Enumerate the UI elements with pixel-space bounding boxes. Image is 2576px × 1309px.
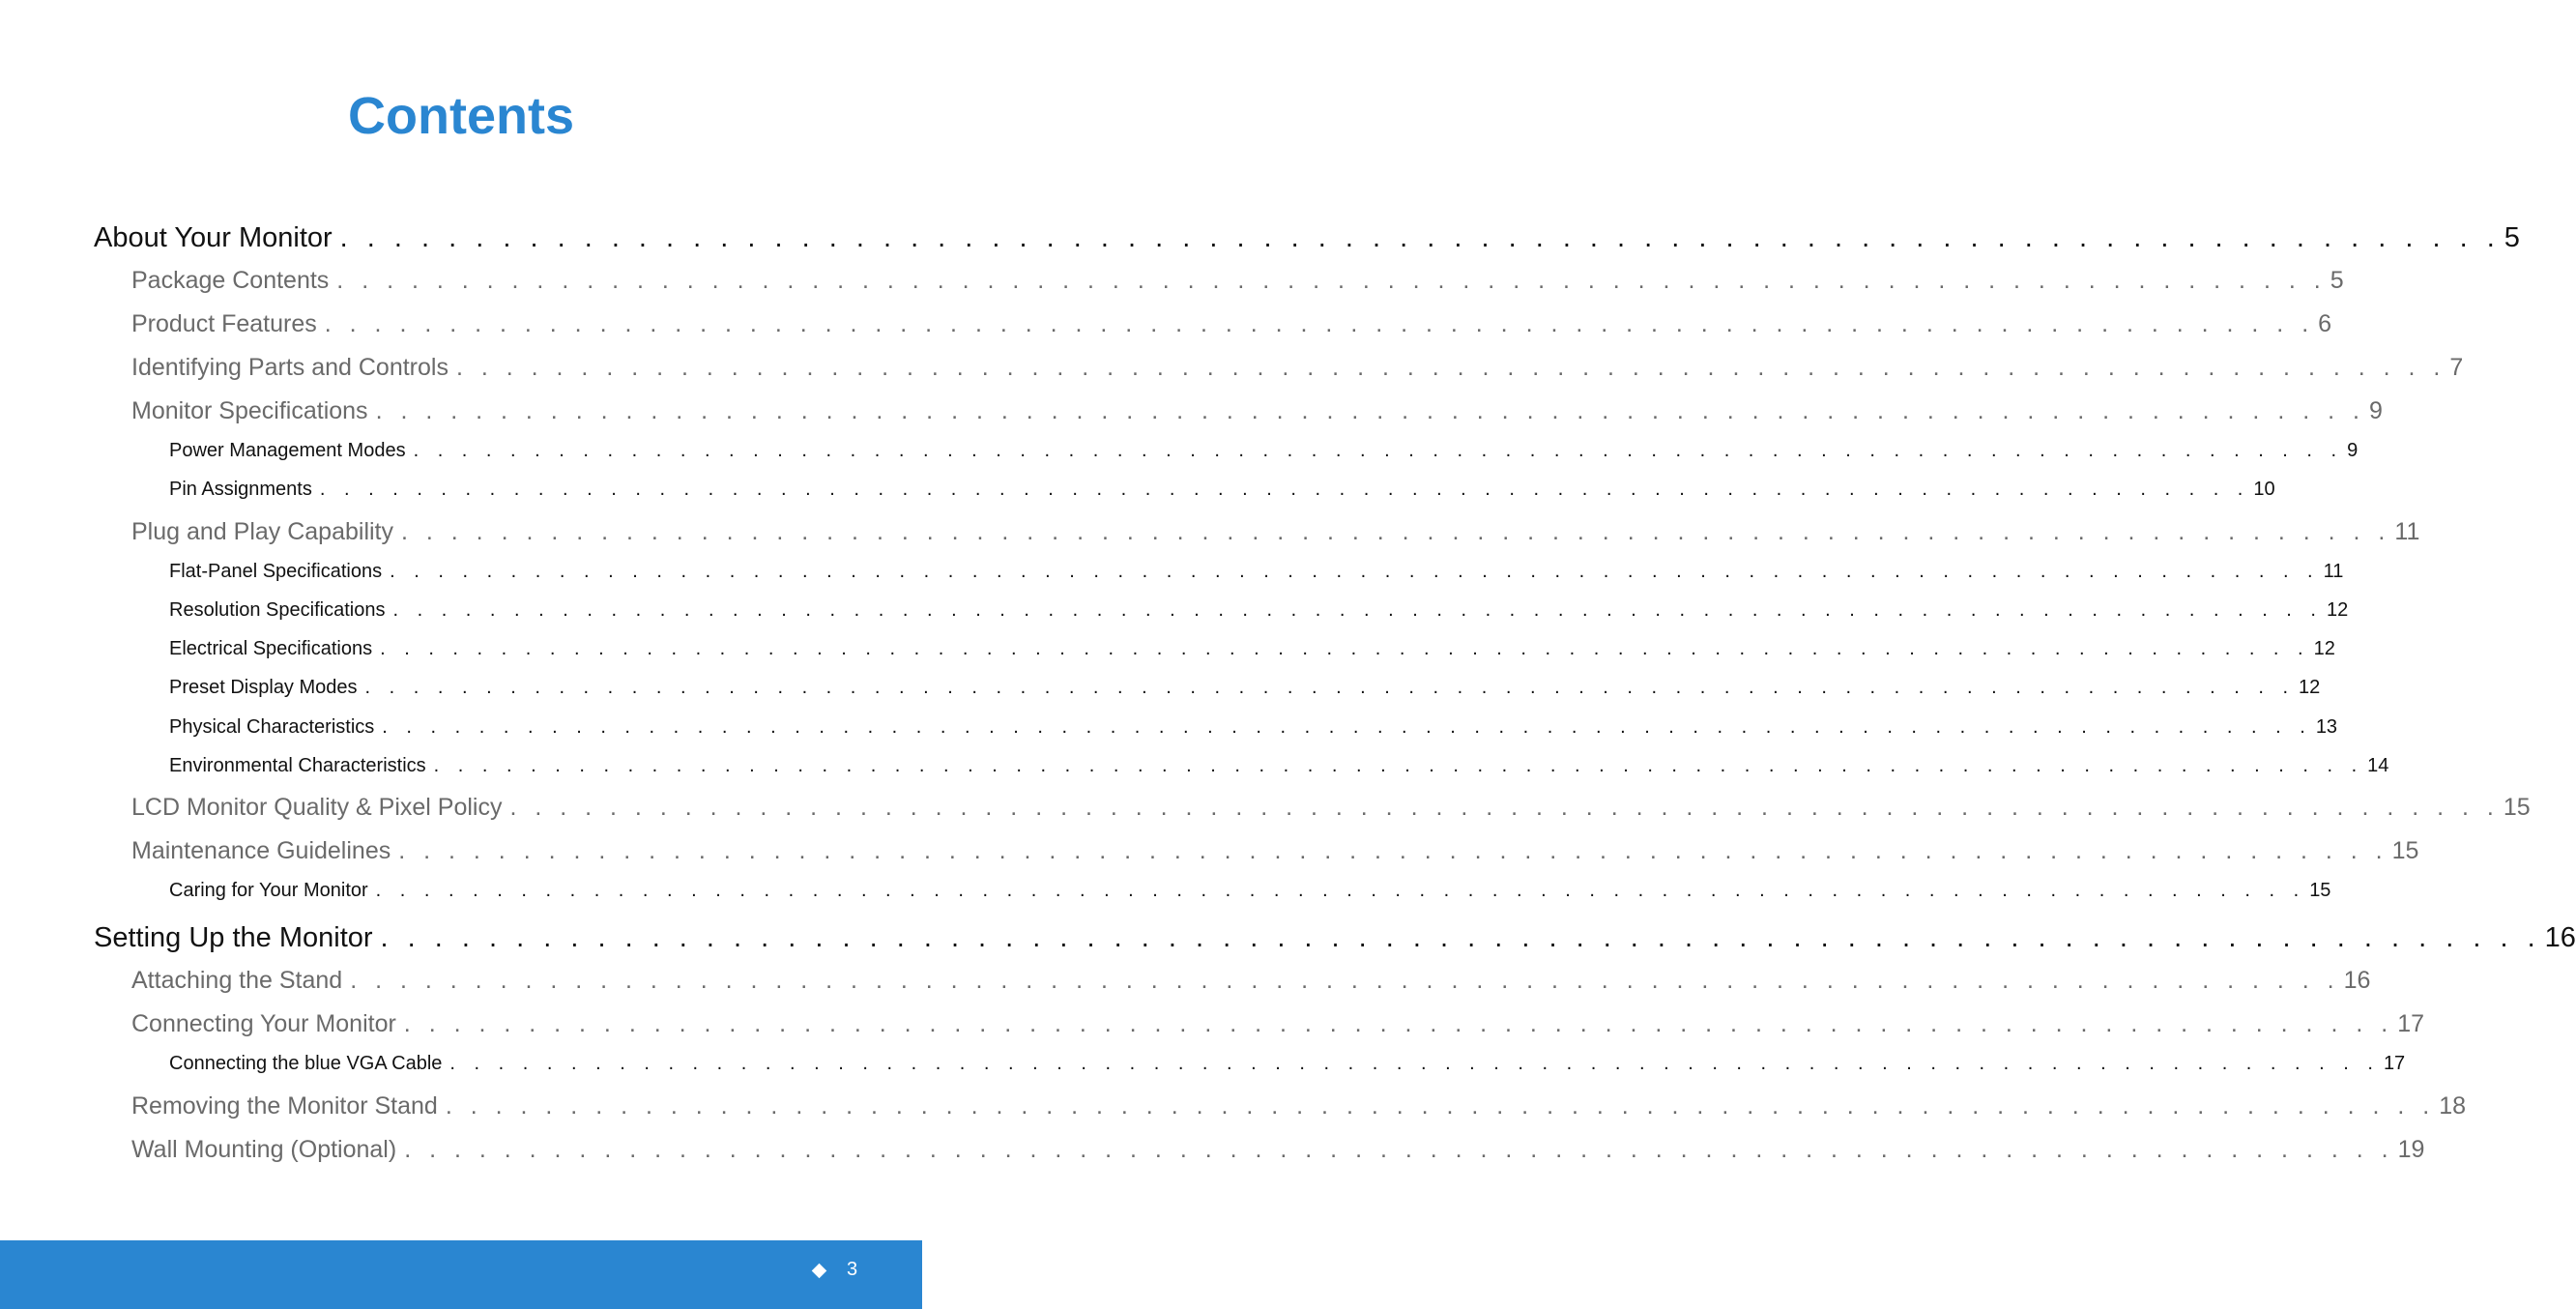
toc-entry[interactable] bbox=[131, 967, 2371, 995]
toc-entry[interactable] bbox=[131, 1136, 2425, 1164]
toc-leader-dots: . . . . . . . . . . . . . . . . . . . . . . . . . . . . . . . . . . . . . . . . . . . . . . . . . . . . . . . . . . . . . . . . . . . . . . . . . . . . . . . . bbox=[403, 1010, 2394, 1037]
toc-entry-page: 13 bbox=[2315, 716, 2338, 738]
toc-leader-dots: . . . . . . . . . . . . . . . . . . . . . . . . . . . . . . . . . . . . . . . . . . . . . . . . . . . . . . . . . . . . . . . . . . . . . . . . . . . . . . . . bbox=[324, 310, 2315, 337]
toc-leader-dots: . . . . . . . . . . . . . . . . . . . . . . . . . . . . . . . . . . . . . . . . . . . . . . . . . . . . . . . . . . . . . . . . . . . . . . . . . . . . . . . . bbox=[364, 677, 2296, 698]
toc-entry-label: Monitor Specifications bbox=[131, 397, 368, 424]
toc-entry-page: 11 bbox=[2394, 518, 2420, 545]
toc-entry-label: Wall Mounting (Optional) bbox=[131, 1136, 397, 1163]
toc-leader-dots: . . . . . . . . . . . . . . . . . . . . . . . . . . . . . . . . . . . . . . . . . . . . . . . . . . . . . . . . . . . . . . . . . . . . . . . . . . . . . . . . bbox=[392, 599, 2323, 621]
toc-entry-page: 17 bbox=[2397, 1010, 2424, 1037]
toc-entry-label: Pin Assignments bbox=[169, 479, 312, 500]
toc-entry-page: 15 bbox=[2309, 880, 2331, 901]
toc-leader-dots: . . . . . . . . . . . . . . . . . . . . . . . . . . . . . . . . . . . . . . . . . . . . . . . . . . . . . . . . . . . . . . . . . . . . . . . . . . . . . . . . bbox=[380, 638, 2310, 659]
toc-entry[interactable] bbox=[131, 1092, 2467, 1120]
toc-entry[interactable] bbox=[169, 880, 2331, 902]
toc-entry-label: Caring for Your Monitor bbox=[169, 880, 368, 901]
toc-entry-page: 16 bbox=[2343, 967, 2371, 994]
toc-entry[interactable] bbox=[169, 677, 2321, 699]
toc-leader-dots: . . . . . . . . . . . . . . . . . . . . . . . . . . . . . . . . . . . . . . . . . . . . . . . . . . . . . . . . . . . . . . . . . . . . . . . . . . . . . . . . bbox=[413, 440, 2344, 461]
toc-entry[interactable] bbox=[169, 755, 2389, 777]
toc-entry[interactable] bbox=[169, 1053, 2406, 1075]
toc-leader-dots: . . . . . . . . . . . . . . . . . . . . . . . . . . . . . . . . . . . . . . . . . . . . . . . . . . . . . . . . . . . . . . . . . . . . . . . . . . . . . . . . bbox=[401, 518, 2391, 545]
toc-entry-label: Flat-Panel Specifications bbox=[169, 561, 383, 582]
page-title: Contents bbox=[348, 87, 574, 145]
toc-entry[interactable] bbox=[131, 397, 2383, 425]
toc-entry-label: Connecting the blue VGA Cable bbox=[169, 1053, 443, 1074]
toc-leader-dots: . . . . . . . . . . . . . . . . . . . . . . . . . . . . . . . . . . . . . . . . . . . . . . . . . . . . . . . . . . . . . . . . . . . . . . . . . . . . . . . . bbox=[350, 967, 2340, 994]
footer-bar bbox=[0, 1240, 922, 1309]
toc-leader-dots: . . . . . . . . . . . . . . . . . . . . . . . . . . . . . . . . . . . . . . . . . . . . . . . . . . . . . . . . . . . . . . . . . . . . . . . . . . . . . . . . bbox=[445, 1092, 2436, 1120]
toc-entry-page: 5 bbox=[2504, 222, 2520, 253]
toc-entry-label: Attaching the Stand bbox=[131, 967, 343, 994]
toc-leader-dots: . . . . . . . . . . . . . . . . . . . . . . . . . . . . . . . . . . . . . . . . . . . . . . . . . . . . . . . . . . . . . . . . . . . . . . . . . . . . . . . . bbox=[319, 479, 2250, 500]
toc-entry-page: 6 bbox=[2318, 310, 2332, 337]
toc-leader-dots: . . . . . . . . . . . . . . . . . . . . . . . . . . . . . . . . . . . . . . . . . . . . . . . . . . . . . . . . . . . . . . . . . . . . . . . . . . . . . . . . bbox=[375, 880, 2306, 901]
toc-entry[interactable] bbox=[169, 561, 2344, 583]
toc-leader-dots: . . . . . . . . . . . . . . . . . . . . . . . . . . . . . . . . . . . . . . . . . . . . . . . . . . . . . . . . . . . . . . . . . . . . . . . . . . . . . . . . bbox=[390, 561, 2320, 582]
toc-entry-label: Preset Display Modes bbox=[169, 677, 358, 698]
toc-leader-dots: . . . . . . . . . . . . . . . . . . . . . . . . . . . . . . . . . . . . . . . . . . . . . . . . . . . . . . . . . . . . . . . . . . . . . . . . . . . . . . . . bbox=[375, 397, 2365, 424]
toc-entry-label: Package Contents bbox=[131, 267, 330, 294]
toc-entry-page: 17 bbox=[2383, 1053, 2406, 1074]
toc-entry-page: 9 bbox=[2368, 397, 2383, 424]
toc-entry[interactable] bbox=[169, 638, 2335, 660]
toc-entry-page: 9 bbox=[2347, 440, 2359, 461]
toc-entry[interactable] bbox=[131, 1010, 2424, 1038]
toc-entry-page: 15 bbox=[2391, 837, 2419, 864]
toc-entry-page: 12 bbox=[2299, 677, 2321, 698]
toc-entry-label: Identifying Parts and Controls bbox=[131, 354, 449, 381]
toc-entry-label: About Your Monitor bbox=[94, 222, 333, 253]
toc-entry[interactable] bbox=[169, 599, 2349, 622]
toc-leader-dots: . . . . . . . . . . . . . . . . . . . . . . . . . . . . . . . . . . . . . . . . . . . . . . . . . . . . . . . . . . . . . . . . . . . . . . . . . . . . . . . . bbox=[380, 922, 2541, 953]
toc-entry-label: LCD Monitor Quality & Pixel Policy bbox=[131, 794, 503, 821]
toc-entry-label: Setting Up the Monitor bbox=[94, 922, 373, 953]
toc-entry-label: Environmental Characteristics bbox=[169, 755, 426, 776]
toc-entry[interactable] bbox=[94, 922, 2576, 954]
toc-entry-page: 19 bbox=[2397, 1136, 2425, 1163]
toc-entry-label: Electrical Specifications bbox=[169, 638, 373, 659]
toc-leader-dots: . . . . . . . . . . . . . . . . . . . . . . . . . . . . . . . . . . . . . . . . . . . . . . . . . . . . . . . . . . . . . . . . . . . . . . . . . . . . . . . . bbox=[433, 755, 2364, 776]
toc-entry-label: Plug and Play Capability bbox=[131, 518, 393, 545]
toc-entry-page: 16 bbox=[2544, 922, 2576, 953]
footer-page-number: 3 bbox=[847, 1259, 858, 1280]
toc-entry-label: Resolution Specifications bbox=[169, 599, 386, 621]
toc-entry-page: 7 bbox=[2449, 354, 2464, 381]
toc-leader-dots: . . . . . . . . . . . . . . . . . . . . . . . . . . . . . . . . . . . . . . . . . . . . . . . . . . . . . . . . . . . . . . . . . . . . . . . . . . . . . . . . bbox=[382, 716, 2312, 738]
toc-entry-label: Product Features bbox=[131, 310, 317, 337]
toc-entry[interactable] bbox=[131, 837, 2419, 865]
toc-entry-label: Removing the Monitor Stand bbox=[131, 1092, 438, 1120]
toc-entry-page: 10 bbox=[2253, 479, 2275, 500]
toc-entry-label: Maintenance Guidelines bbox=[131, 837, 391, 864]
toc-entry-page: 14 bbox=[2367, 755, 2389, 776]
toc-entry-page: 12 bbox=[2326, 599, 2349, 621]
toc-leader-dots: . . . . . . . . . . . . . . . . . . . . . . . . . . . . . . . . . . . . . . . . . . . . . . . . . . . . . . . . . . . . . . . . . . . . . . . . . . . . . . . . bbox=[509, 794, 2500, 821]
toc-entry-page: 18 bbox=[2439, 1092, 2467, 1120]
toc-leader-dots: . . . . . . . . . . . . . . . . . . . . . . . . . . . . . . . . . . . . . . . . . . . . . . . . . . . . . . . . . . . . . . . . . . . . . . . . . . . . . . . . bbox=[404, 1136, 2394, 1163]
toc-entry[interactable] bbox=[169, 716, 2338, 739]
toc-entry[interactable] bbox=[169, 440, 2359, 462]
toc-entry-page: 11 bbox=[2323, 561, 2344, 582]
toc-entry[interactable] bbox=[169, 479, 2275, 501]
toc-entry[interactable] bbox=[131, 518, 2420, 546]
toc-entry[interactable] bbox=[131, 310, 2332, 338]
toc-entry-label: Connecting Your Monitor bbox=[131, 1010, 396, 1037]
toc-entry-label: Physical Characteristics bbox=[169, 716, 375, 738]
toc-leader-dots: . . . . . . . . . . . . . . . . . . . . . . . . . . . . . . . . . . . . . . . . . . . . . . . . . . . . . . . . . . . . . . . . . . . . . . . . . . . . . . . . bbox=[449, 1053, 2380, 1074]
toc-leader-dots: . . . . . . . . . . . . . . . . . . . . . . . . . . . . . . . . . . . . . . . . . . . . . . . . . . . . . . . . . . . . . . . . . . . . . . . . . . . . . . . . bbox=[398, 837, 2388, 864]
toc-entry[interactable] bbox=[94, 222, 2520, 254]
toc-leader-dots: . . . . . . . . . . . . . . . . . . . . . . . . . . . . . . . . . . . . . . . . . . . . . . . . . . . . . . . . . . . . . . . . . . . . . . . . . . . . . . . . bbox=[455, 354, 2446, 381]
toc-leader-dots: . . . . . . . . . . . . . . . . . . . . . . . . . . . . . . . . . . . . . . . . . . . . . . . . . . . . . . . . . . . . . . . . . . . . . . . . . . . . . . . . bbox=[336, 267, 2327, 294]
toc-entry[interactable] bbox=[131, 354, 2464, 382]
toc-entry-page: 5 bbox=[2330, 267, 2344, 294]
toc-entry-page: 12 bbox=[2313, 638, 2335, 659]
toc-entry-page: 15 bbox=[2503, 794, 2531, 821]
toc-entry-label: Power Management Modes bbox=[169, 440, 406, 461]
toc-leader-dots: . . . . . . . . . . . . . . . . . . . . . . . . . . . . . . . . . . . . . . . . . . . . . . . . . . . . . . . . . . . . . . . . . . . . . . . . . . . . . . . . bbox=[339, 222, 2501, 253]
toc-entry[interactable] bbox=[131, 267, 2344, 295]
toc-entry[interactable] bbox=[131, 794, 2531, 822]
